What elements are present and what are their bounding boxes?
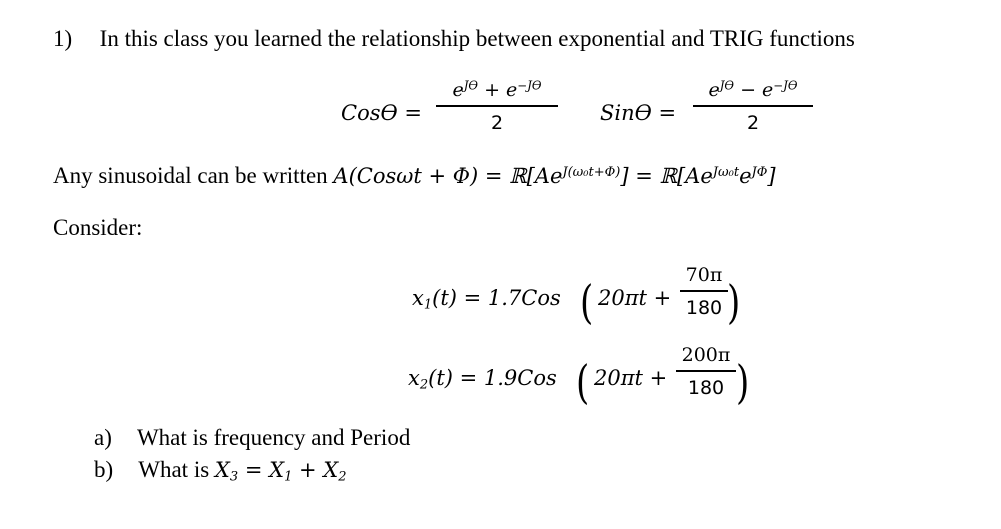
signal-x2-denominator: 180 [687,376,725,399]
sin-identity-fraction [693,78,813,135]
sin-denominator: 2 [746,111,760,134]
part-b-text: What is [138,457,215,482]
part-b [94,457,347,483]
question-header [53,26,855,52]
part-a [94,425,410,451]
signal-x2-term: 20πt + [594,366,668,390]
consider-label: Consider: [53,215,143,240]
signal-x1-denominator: 180 [685,296,723,319]
signal-x1-fraction [680,263,728,320]
cos-fraction-bar [436,105,558,107]
signal-x1-open-paren: ( [580,276,594,330]
question-number: 1) [53,26,73,51]
sin-numerator: $e^{Jϴ} - e^{-Jϴ}$ [708,78,798,101]
question-intro: In this class you learned the relationship between exponential and TRIG functions [99,26,855,51]
part-b-label: b) [94,457,114,482]
signal-x1-term: 20πt + [598,286,672,310]
signal-x2-fraction [676,343,736,400]
sinusoidal-statement [53,163,776,189]
sinusoidal-equation: $A(Cos\omega t + \Phi) = ℝ[Ae^{J(\omega_0t+\Phi)}]$ = $ℝ[Ae^{J\omega_0t}e^{J\Phi}]$ [333,164,776,188]
signal-x2-close-paren: ) [736,356,750,410]
signal-x1-fraction-bar [680,290,728,292]
cos-identity-lhs: Cosϴ = [341,101,422,125]
signal-x1-lhs: $x_1(t) = 1.7Cos$ [412,286,561,313]
signal-x2-fraction-bar [676,370,736,372]
cos-denominator: 2 [490,111,504,134]
sin-identity-lhs: Sinϴ = [600,101,677,125]
cos-identity-fraction [436,78,558,135]
signal-x2-numerator: 200π [681,344,731,366]
signal-x2-lhs: $x_2(t) = 1.9Cos$ [408,366,557,393]
cos-numerator: $e^{Jϴ} + e^{-Jϴ}$ [452,78,542,101]
part-a-label: a) [94,425,112,450]
signal-x1-numerator: 70π [685,264,723,286]
sinusoidal-text: Any sinusoidal can be written [53,163,334,188]
part-a-text: What is frequency and Period [136,425,411,450]
signal-x2-open-paren: ( [576,356,590,410]
signal-x1-close-paren: ) [727,276,741,330]
part-b-equation: $X_3 = X_1 + X_2$ [214,458,347,485]
sin-fraction-bar [693,105,813,107]
